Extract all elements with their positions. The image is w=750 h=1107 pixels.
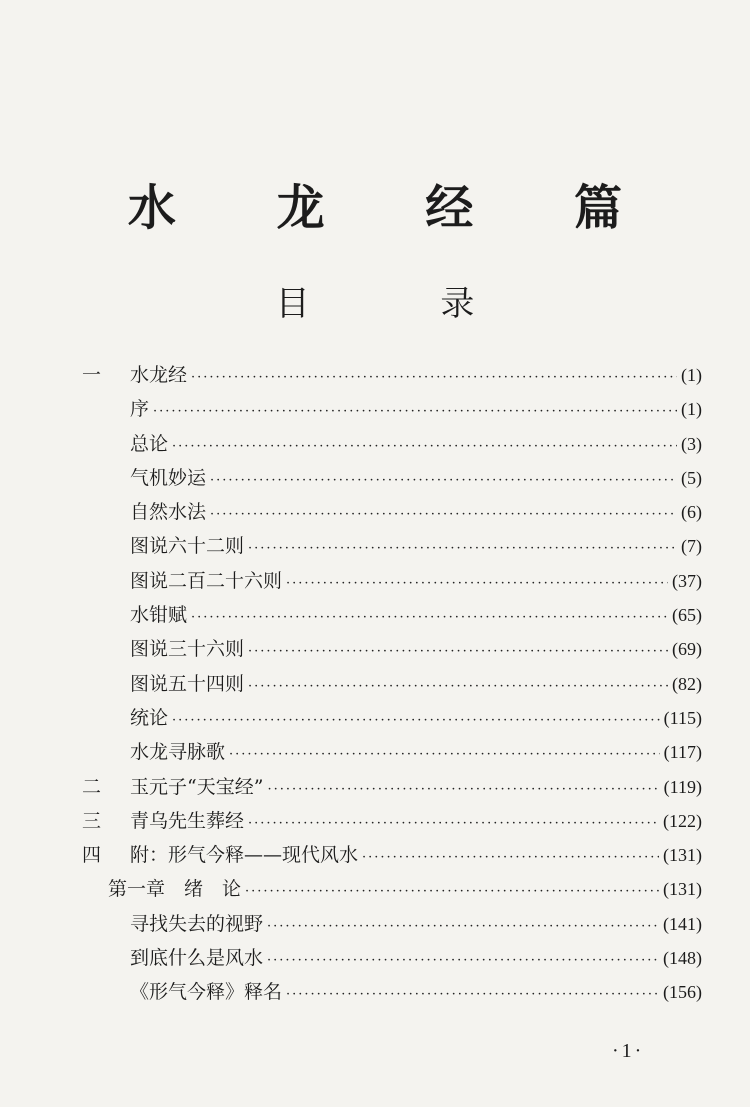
- toc-entry-label: 图说五十四则: [130, 672, 245, 695]
- toc-leader-dots: [172, 439, 677, 454]
- toc-entry: [82, 874, 702, 908]
- toc-leader-dots: [245, 884, 659, 899]
- toc-leader-dots: [286, 987, 659, 1002]
- toc-leader-dots: [267, 782, 659, 797]
- toc-leader-dots: [229, 747, 660, 762]
- toc-leader-dots: [267, 953, 659, 968]
- toc-entry-label: 自然水法: [130, 501, 207, 524]
- toc-entry-number: 四: [82, 844, 102, 867]
- page-title: 水 龙 经 篇: [127, 180, 665, 236]
- toc-entry: [82, 531, 702, 565]
- toc-entry: [82, 463, 702, 497]
- toc-entry-label: 气机妙运: [130, 466, 207, 489]
- toc-entry-label: 图说六十二则: [130, 535, 245, 558]
- toc-entry-label: 寻找失去的视野: [130, 912, 264, 935]
- toc-entry-number: 三: [82, 809, 102, 832]
- toc-leader-dots: [248, 644, 668, 659]
- toc-entry: [82, 977, 702, 1011]
- toc-entry-page: (156): [663, 982, 702, 1003]
- toc-entry: [82, 600, 702, 634]
- toc-entry-label: 玉元子“天宝经”: [130, 775, 264, 798]
- toc-leader-dots: [286, 576, 668, 591]
- toc-entry-number: 一: [82, 364, 102, 386]
- toc-entry-page: (117): [663, 742, 702, 763]
- toc-leader-dots: [248, 541, 677, 556]
- toc-leader-dots: [267, 919, 659, 934]
- toc-entry: [82, 909, 702, 943]
- toc-entry-label: 图说二百二十六则: [130, 569, 283, 592]
- toc-entry: [82, 943, 702, 977]
- toc-entry-label: 青乌先生葬经: [130, 809, 245, 832]
- toc-entry: [82, 429, 702, 463]
- toc-entry: [82, 806, 702, 840]
- toc-entry-page: (115): [663, 707, 702, 728]
- toc-entry-label: 《形气今释》释名: [130, 981, 283, 1004]
- toc-entry-page: (5): [681, 467, 702, 488]
- toc-entry-label: 总论: [130, 432, 169, 455]
- toc-entry-label: 附：形气今释——现代风水: [130, 844, 359, 867]
- toc-entry-page: (148): [663, 948, 702, 969]
- toc-entry: [82, 394, 702, 428]
- toc-leader-dots: [248, 679, 668, 694]
- toc-entry: [82, 360, 702, 394]
- toc-entry-page: (3): [681, 433, 702, 454]
- toc-entry-label: 图说三十六则: [130, 638, 245, 661]
- toc-entry-label: 第一章 绪 论: [108, 878, 242, 901]
- toc-entry: [82, 840, 702, 874]
- toc-entry-page: (131): [663, 879, 702, 900]
- toc-entry-page: (131): [663, 845, 702, 866]
- toc-entry-page: (65): [672, 605, 702, 626]
- toc-entry-page: (69): [672, 639, 702, 660]
- table-of-contents: [82, 360, 702, 1012]
- page-number: ·1·: [612, 1040, 645, 1062]
- toc-leader-dots: [248, 816, 659, 831]
- toc-entry-page: (7): [681, 536, 702, 557]
- toc-entry-number: 二: [82, 775, 102, 798]
- toc-entry: [82, 703, 702, 737]
- toc-entry-label: 水钳赋: [130, 604, 188, 627]
- toc-entry-page: (141): [663, 913, 702, 934]
- toc-entry-page: (82): [672, 673, 702, 694]
- toc-leader-dots: [191, 370, 677, 385]
- toc-leader-dots: [153, 404, 677, 419]
- toc-leader-dots: [362, 850, 659, 865]
- toc-leader-dots: [210, 507, 677, 522]
- toc-leader-dots: [191, 610, 668, 625]
- toc-entry-page: (6): [681, 502, 702, 523]
- toc-entry: [82, 772, 702, 806]
- toc-entry-label: 序: [130, 398, 150, 421]
- toc-entry-label: 统论: [130, 706, 169, 729]
- toc-entry-page: (1): [681, 399, 702, 420]
- toc-heading: 目 录: [275, 284, 535, 324]
- toc-entry-label: 水龙寻脉歌: [130, 741, 226, 764]
- toc-leader-dots: [172, 713, 660, 728]
- toc-entry-page: (119): [663, 776, 702, 797]
- toc-entry-label: 水龙经: [130, 364, 188, 386]
- toc-leader-dots: [210, 473, 677, 488]
- toc-entry: [82, 566, 702, 600]
- toc-entry: [82, 737, 702, 771]
- toc-entry: [82, 634, 702, 668]
- toc-entry-page: (1): [681, 365, 702, 385]
- toc-entry: [82, 669, 702, 703]
- toc-entry: [82, 497, 702, 531]
- toc-entry-page: (37): [672, 570, 702, 591]
- toc-entry-label: 到底什么是风水: [130, 947, 264, 970]
- toc-entry-page: (122): [663, 810, 702, 831]
